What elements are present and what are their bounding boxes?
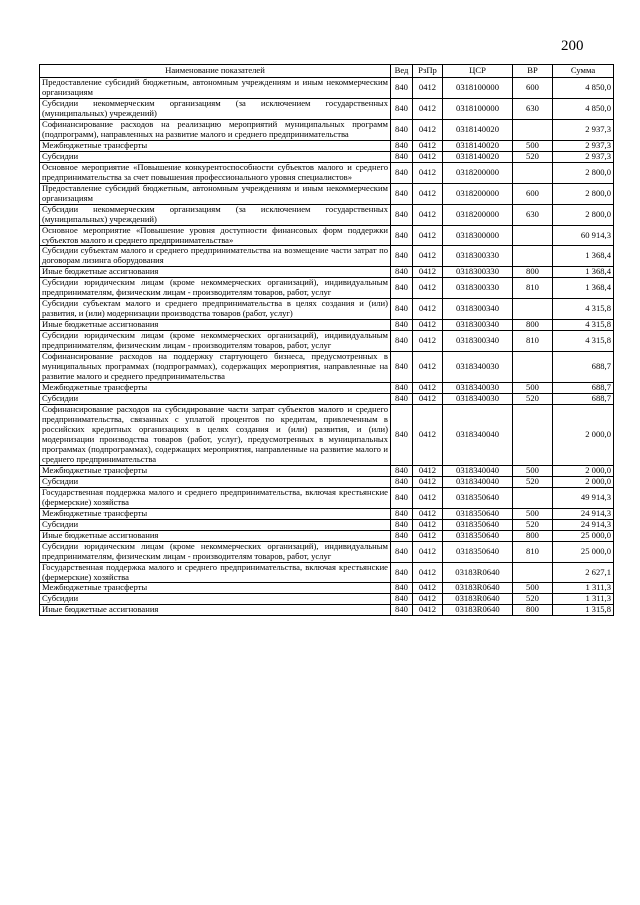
cell-vr: 810 [513, 541, 553, 562]
cell-name: Предоставление субсидий бюджетным, автономным учреждениям и иным некоммерческим организациям [40, 183, 391, 204]
cell-ved: 840 [391, 246, 413, 267]
cell-csr: 0318300330 [443, 246, 513, 267]
cell-sum: 1 315,8 [553, 605, 614, 616]
table-row [40, 541, 614, 562]
header-rzpr: РзПр [413, 65, 443, 78]
cell-csr: 0318340040 [443, 405, 513, 466]
cell-name: Межбюджетные трансферты [40, 140, 391, 151]
cell-csr: 03183R0640 [443, 562, 513, 583]
cell-name: Субсидии субъектам малого и среднего предпринимательства в целях создания и (или) развития, и (или) модернизации производства товаров (работ, услуг) [40, 299, 391, 320]
cell-vr: 500 [513, 140, 553, 151]
cell-ved: 840 [391, 476, 413, 487]
cell-ved: 840 [391, 394, 413, 405]
cell-ved: 840 [391, 562, 413, 583]
cell-name: Софинансирование расходов на субсидирование части затрат субъектов малого и среднего предпринимательства, связанных с уплатой процентов по кредитам, привлеченным в российских кредитных организациях в целях создания и (или) развития, и (или) модернизации производства товаров (работ, услуг), предусмотренных в муниципальных программах (подпрограммах), содержащих мероприятия, направленные на развитие малого и среднего предпринимательства [40, 405, 391, 466]
cell-vr: 520 [513, 476, 553, 487]
cell-sum: 4 850,0 [553, 98, 614, 119]
cell-name: Субсидии юридическим лицам (кроме некоммерческих организаций), индивидуальным предпринимателям, физическим лицам - производителям товаров, работ, услуг [40, 331, 391, 352]
cell-name: Основное мероприятие «Повышение уровня доступности финансовых форм поддержки субъектов малого и среднего предпринимательства» [40, 225, 391, 246]
cell-sum: 2 937,3 [553, 119, 614, 140]
table-row [40, 487, 614, 508]
cell-rzpr: 0412 [413, 225, 443, 246]
cell-ved: 840 [391, 331, 413, 352]
cell-vr [513, 405, 553, 466]
cell-csr: 0318300000 [443, 225, 513, 246]
cell-csr: 0318100000 [443, 77, 513, 98]
table-row [40, 162, 614, 183]
table-row [40, 98, 614, 119]
cell-csr: 0318140020 [443, 151, 513, 162]
cell-csr: 0318300340 [443, 299, 513, 320]
cell-name: Иные бюджетные ассигнования [40, 530, 391, 541]
table-row [40, 583, 614, 594]
cell-sum: 4 315,8 [553, 320, 614, 331]
cell-vr: 800 [513, 530, 553, 541]
cell-name: Субсидии субъектам малого и среднего предпринимательства на возмещение части затрат по договорам лизинга оборудования [40, 246, 391, 267]
cell-sum: 1 368,4 [553, 246, 614, 267]
cell-rzpr: 0412 [413, 204, 443, 225]
cell-sum: 2 800,0 [553, 183, 614, 204]
cell-rzpr: 0412 [413, 162, 443, 183]
cell-vr: 520 [513, 594, 553, 605]
cell-ved: 840 [391, 98, 413, 119]
header-ved: Вед [391, 65, 413, 78]
table-row [40, 246, 614, 267]
cell-name: Государственная поддержка малого и среднего предпринимательства, включая крестьянские (фермерские) хозяйства [40, 487, 391, 508]
cell-sum: 688,7 [553, 352, 614, 383]
cell-rzpr: 0412 [413, 183, 443, 204]
cell-rzpr: 0412 [413, 508, 443, 519]
cell-vr [513, 119, 553, 140]
cell-rzpr: 0412 [413, 605, 443, 616]
cell-ved: 840 [391, 594, 413, 605]
header-vr: ВР [513, 65, 553, 78]
cell-name: Иные бюджетные ассигнования [40, 267, 391, 278]
cell-csr: 0318340040 [443, 465, 513, 476]
cell-vr: 500 [513, 583, 553, 594]
table-row [40, 278, 614, 299]
cell-vr: 600 [513, 77, 553, 98]
cell-csr: 0318350640 [443, 519, 513, 530]
cell-sum: 49 914,3 [553, 487, 614, 508]
cell-rzpr: 0412 [413, 299, 443, 320]
cell-name: Субсидии [40, 394, 391, 405]
cell-rzpr: 0412 [413, 278, 443, 299]
cell-vr: 500 [513, 465, 553, 476]
cell-sum: 2 937,3 [553, 140, 614, 151]
cell-sum: 4 850,0 [553, 77, 614, 98]
cell-rzpr: 0412 [413, 331, 443, 352]
cell-sum: 2 800,0 [553, 162, 614, 183]
cell-rzpr: 0412 [413, 98, 443, 119]
cell-ved: 840 [391, 151, 413, 162]
table-header-row [40, 65, 614, 78]
cell-name: Субсидии [40, 476, 391, 487]
cell-rzpr: 0412 [413, 140, 443, 151]
cell-rzpr: 0412 [413, 151, 443, 162]
cell-name: Основное мероприятие «Повышение конкурентоспособности субъектов малого и среднего предпринимательства за счет повышения профессионального уровня специалистов» [40, 162, 391, 183]
cell-csr: 03183R0640 [443, 605, 513, 616]
cell-rzpr: 0412 [413, 352, 443, 383]
page-number: 200 [561, 38, 584, 54]
cell-vr [513, 162, 553, 183]
table-row [40, 119, 614, 140]
cell-rzpr: 0412 [413, 246, 443, 267]
cell-vr: 520 [513, 151, 553, 162]
cell-name: Межбюджетные трансферты [40, 583, 391, 594]
cell-ved: 840 [391, 352, 413, 383]
cell-ved: 840 [391, 487, 413, 508]
table-row [40, 605, 614, 616]
cell-sum: 1 311,3 [553, 594, 614, 605]
cell-ved: 840 [391, 530, 413, 541]
cell-csr: 0318200000 [443, 162, 513, 183]
cell-rzpr: 0412 [413, 583, 443, 594]
cell-ved: 840 [391, 140, 413, 151]
cell-vr [513, 225, 553, 246]
cell-rzpr: 0412 [413, 541, 443, 562]
cell-ved: 840 [391, 519, 413, 530]
cell-rzpr: 0412 [413, 594, 443, 605]
cell-sum: 25 000,0 [553, 530, 614, 541]
cell-name: Софинансирование расходов на поддержку стартующего бизнеса, предусмотренных в муниципальных программах (подпрограммах), содержащих мероприятия, направленные на развитие малого и среднего предпринимательства [40, 352, 391, 383]
table-row [40, 394, 614, 405]
cell-sum: 1 368,4 [553, 278, 614, 299]
cell-rzpr: 0412 [413, 519, 443, 530]
cell-csr: 0318200000 [443, 204, 513, 225]
cell-vr: 500 [513, 383, 553, 394]
cell-rzpr: 0412 [413, 77, 443, 98]
cell-vr: 600 [513, 183, 553, 204]
table-row [40, 594, 614, 605]
cell-csr: 0318340040 [443, 476, 513, 487]
header-csr: ЦСР [443, 65, 513, 78]
cell-rzpr: 0412 [413, 267, 443, 278]
cell-csr: 0318300340 [443, 320, 513, 331]
table-row [40, 383, 614, 394]
cell-csr: 0318140020 [443, 140, 513, 151]
cell-name: Межбюджетные трансферты [40, 465, 391, 476]
cell-ved: 840 [391, 183, 413, 204]
cell-vr: 810 [513, 331, 553, 352]
cell-ved: 840 [391, 278, 413, 299]
cell-sum: 4 315,8 [553, 299, 614, 320]
table-row [40, 299, 614, 320]
cell-sum: 688,7 [553, 383, 614, 394]
cell-csr: 0318300340 [443, 331, 513, 352]
cell-vr [513, 352, 553, 383]
cell-name: Межбюджетные трансферты [40, 383, 391, 394]
cell-csr: 0318350640 [443, 508, 513, 519]
table-row [40, 225, 614, 246]
cell-sum: 2 800,0 [553, 204, 614, 225]
cell-name: Субсидии [40, 519, 391, 530]
cell-csr: 0318340030 [443, 394, 513, 405]
cell-ved: 840 [391, 465, 413, 476]
cell-csr: 0318340030 [443, 352, 513, 383]
cell-name: Софинансирование расходов на реализацию мероприятий муниципальных программ (подпрограмм), направленных на развитие малого и среднего предпринимательства [40, 119, 391, 140]
cell-vr: 800 [513, 605, 553, 616]
cell-name: Субсидии юридическим лицам (кроме некоммерческих организаций), индивидуальным предпринимателям, физическим лицам - производителям товаров, работ, услуг [40, 541, 391, 562]
cell-sum: 25 000,0 [553, 541, 614, 562]
cell-vr [513, 299, 553, 320]
cell-sum: 1 311,3 [553, 583, 614, 594]
table-row [40, 508, 614, 519]
table-row [40, 77, 614, 98]
cell-name: Государственная поддержка малого и среднего предпринимательства, включая крестьянские (фермерские) хозяйства [40, 562, 391, 583]
cell-ved: 840 [391, 508, 413, 519]
cell-sum: 2 000,0 [553, 465, 614, 476]
cell-ved: 840 [391, 119, 413, 140]
cell-vr [513, 246, 553, 267]
cell-rzpr: 0412 [413, 405, 443, 466]
cell-ved: 840 [391, 605, 413, 616]
cell-csr: 0318140020 [443, 119, 513, 140]
cell-sum: 4 315,8 [553, 331, 614, 352]
cell-csr: 0318350640 [443, 541, 513, 562]
cell-sum: 24 914,3 [553, 519, 614, 530]
header-name: Наименование показателей [40, 65, 391, 78]
cell-ved: 840 [391, 320, 413, 331]
table-row [40, 331, 614, 352]
table-row [40, 204, 614, 225]
cell-vr: 500 [513, 508, 553, 519]
cell-ved: 840 [391, 405, 413, 466]
cell-ved: 840 [391, 583, 413, 594]
cell-name: Субсидии некоммерческим организациям (за исключением государственных (муниципальных) учреждений) [40, 204, 391, 225]
cell-vr: 630 [513, 98, 553, 119]
cell-ved: 840 [391, 204, 413, 225]
cell-ved: 840 [391, 77, 413, 98]
cell-ved: 840 [391, 383, 413, 394]
cell-name: Субсидии юридическим лицам (кроме некоммерческих организаций), индивидуальным предпринимателям, физическим лицам - производителям товаров, работ, услуг [40, 278, 391, 299]
cell-vr: 520 [513, 519, 553, 530]
cell-ved: 840 [391, 541, 413, 562]
cell-rzpr: 0412 [413, 476, 443, 487]
table-row [40, 405, 614, 466]
cell-csr: 0318340030 [443, 383, 513, 394]
cell-rzpr: 0412 [413, 119, 443, 140]
cell-rzpr: 0412 [413, 394, 443, 405]
cell-csr: 03183R0640 [443, 583, 513, 594]
cell-sum: 2 627,1 [553, 562, 614, 583]
table-row [40, 562, 614, 583]
cell-name: Предоставление субсидий бюджетным, автономным учреждениям и иным некоммерческим организациям [40, 77, 391, 98]
cell-csr: 0318300330 [443, 278, 513, 299]
table-row [40, 183, 614, 204]
cell-sum: 2 000,0 [553, 405, 614, 466]
cell-rzpr: 0412 [413, 487, 443, 508]
cell-name: Субсидии [40, 594, 391, 605]
table-row [40, 465, 614, 476]
cell-name: Иные бюджетные ассигнования [40, 605, 391, 616]
cell-sum: 688,7 [553, 394, 614, 405]
cell-vr [513, 487, 553, 508]
cell-rzpr: 0412 [413, 320, 443, 331]
cell-rzpr: 0412 [413, 530, 443, 541]
cell-rzpr: 0412 [413, 383, 443, 394]
cell-vr: 800 [513, 320, 553, 331]
cell-sum: 24 914,3 [553, 508, 614, 519]
table-row [40, 267, 614, 278]
cell-name: Субсидии некоммерческим организациям (за исключением государственных (муниципальных) учреждений) [40, 98, 391, 119]
table-row [40, 530, 614, 541]
cell-vr: 800 [513, 267, 553, 278]
cell-csr: 0318300330 [443, 267, 513, 278]
cell-csr: 0318350640 [443, 530, 513, 541]
cell-name: Субсидии [40, 151, 391, 162]
cell-sum: 60 914,3 [553, 225, 614, 246]
cell-rzpr: 0412 [413, 562, 443, 583]
cell-csr: 0318200000 [443, 183, 513, 204]
cell-vr [513, 562, 553, 583]
cell-sum: 2 937,3 [553, 151, 614, 162]
table-row [40, 151, 614, 162]
cell-csr: 03183R0640 [443, 594, 513, 605]
table-row [40, 352, 614, 383]
table-row [40, 476, 614, 487]
header-sum: Сумма [553, 65, 614, 78]
cell-csr: 0318100000 [443, 98, 513, 119]
cell-name: Межбюджетные трансферты [40, 508, 391, 519]
cell-vr: 810 [513, 278, 553, 299]
cell-vr: 520 [513, 394, 553, 405]
cell-rzpr: 0412 [413, 465, 443, 476]
table-row [40, 140, 614, 151]
cell-vr: 630 [513, 204, 553, 225]
table-row [40, 519, 614, 530]
table-row [40, 320, 614, 331]
cell-ved: 840 [391, 225, 413, 246]
cell-ved: 840 [391, 299, 413, 320]
cell-sum: 1 368,4 [553, 267, 614, 278]
cell-ved: 840 [391, 267, 413, 278]
cell-csr: 0318350640 [443, 487, 513, 508]
budget-table [39, 64, 614, 616]
cell-ved: 840 [391, 162, 413, 183]
cell-name: Иные бюджетные ассигнования [40, 320, 391, 331]
cell-sum: 2 000,0 [553, 476, 614, 487]
